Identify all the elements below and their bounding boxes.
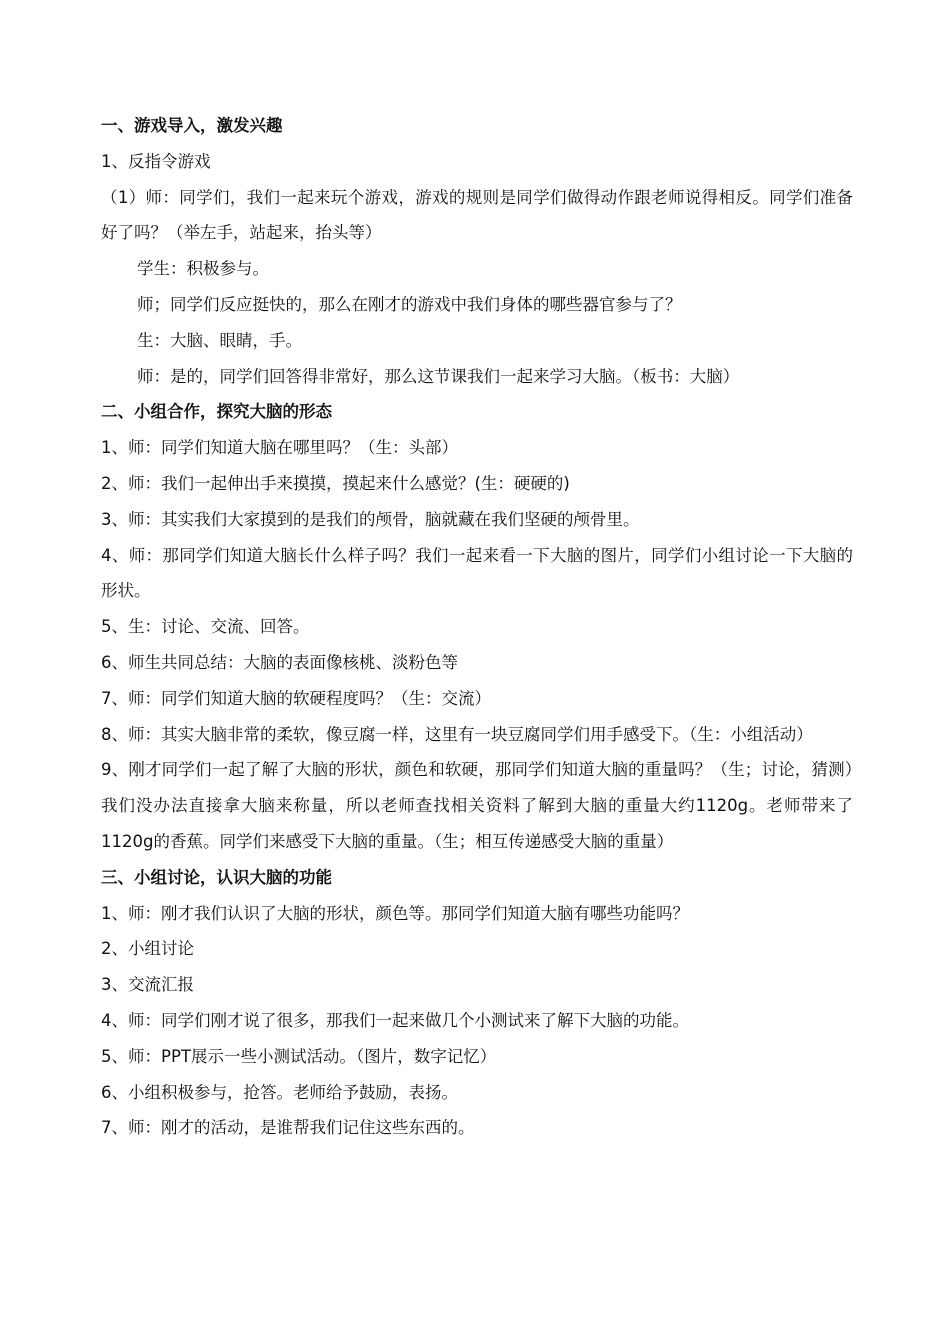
list-item: 4、师：同学们刚才说了很多，那我们一起来做几个小测试来了解下大脑的功能。 xyxy=(101,1010,689,1030)
list-item: 1、师：刚才我们认识了大脑的形状，颜色等。那同学们知道大脑有哪些功能吗？ xyxy=(101,903,689,923)
list-item: 9、刚才同学们一起了解了大脑的形状，颜色和软硬，那同学们知道大脑的重量吗？（生；讨论，猜测）我们没办法直接拿大脑来称量，所以老师查找相关资料了解到大脑的重量大约1120g。老师带来了1120g的香蕉。同学们来感受下大脑的重量。（生；相互传递感受大脑的重量） xyxy=(101,760,853,851)
list-item: 5、师：PPT展示一些小测试活动。（图片，数字记忆） xyxy=(101,1046,497,1066)
dialog-line: 生：大脑、眼睛，手。 xyxy=(137,330,302,350)
section-heading-2: 二、小组合作，探究大脑的形态 xyxy=(101,402,332,422)
section-heading-1: 一、游戏导入，激发兴趣 xyxy=(101,116,283,135)
list-item: 1、反指令游戏 xyxy=(101,151,211,171)
list-item: 6、小组积极参与，抢答。老师给予鼓励，表扬。 xyxy=(101,1082,458,1102)
list-item: 2、师：我们一起伸出手来摸摸，摸起来什么感觉？(生：硬硬的) xyxy=(101,473,570,493)
document-page xyxy=(101,108,853,1146)
list-item: 6、师生共同总结：大脑的表面像核桃、淡粉色等 xyxy=(101,652,458,672)
list-item: 5、生：讨论、交流、回答。 xyxy=(101,617,310,637)
list-item: 2、小组讨论 xyxy=(101,939,194,959)
list-item: 7、师：刚才的活动，是谁帮我们记住这些东西的。 xyxy=(101,1118,475,1138)
list-item: 1、师：同学们知道大脑在哪里吗？（生：头部） xyxy=(101,438,458,458)
dialog-line: 师；同学们反应挺快的，那么在刚才的游戏中我们身体的哪些器官参与了？ xyxy=(137,294,682,314)
dialog-line: 师：是的，同学们回答得非常好，那么这节课我们一起来学习大脑。（板书：大脑） xyxy=(137,366,740,386)
dialog-line: 学生：积极参与。 xyxy=(137,259,269,279)
list-item: 3、交流汇报 xyxy=(101,975,194,995)
list-item: 3、师：其实我们大家摸到的是我们的颅骨，脑就藏在我们坚硬的颅骨里。 xyxy=(101,509,640,529)
paragraph: （1）师：同学们，我们一起来玩个游戏，游戏的规则是同学们做得动作跟老师说得相反。同学们准备好了吗？（举左手，站起来，抬头等） xyxy=(101,187,853,243)
list-item: 8、师：其实大脑非常的柔软，像豆腐一样，这里有一块豆腐同学们用手感受下。（生：小组活动） xyxy=(101,724,813,744)
section-heading-3: 三、小组讨论，认识大脑的功能 xyxy=(101,867,332,887)
list-item: 4、师：那同学们知道大脑长什么样子吗？我们一起来看一下大脑的图片，同学们小组讨论一下大脑的形状。 xyxy=(101,545,853,601)
list-item: 7、师：同学们知道大脑的软硬程度吗？（生：交流） xyxy=(101,688,491,708)
